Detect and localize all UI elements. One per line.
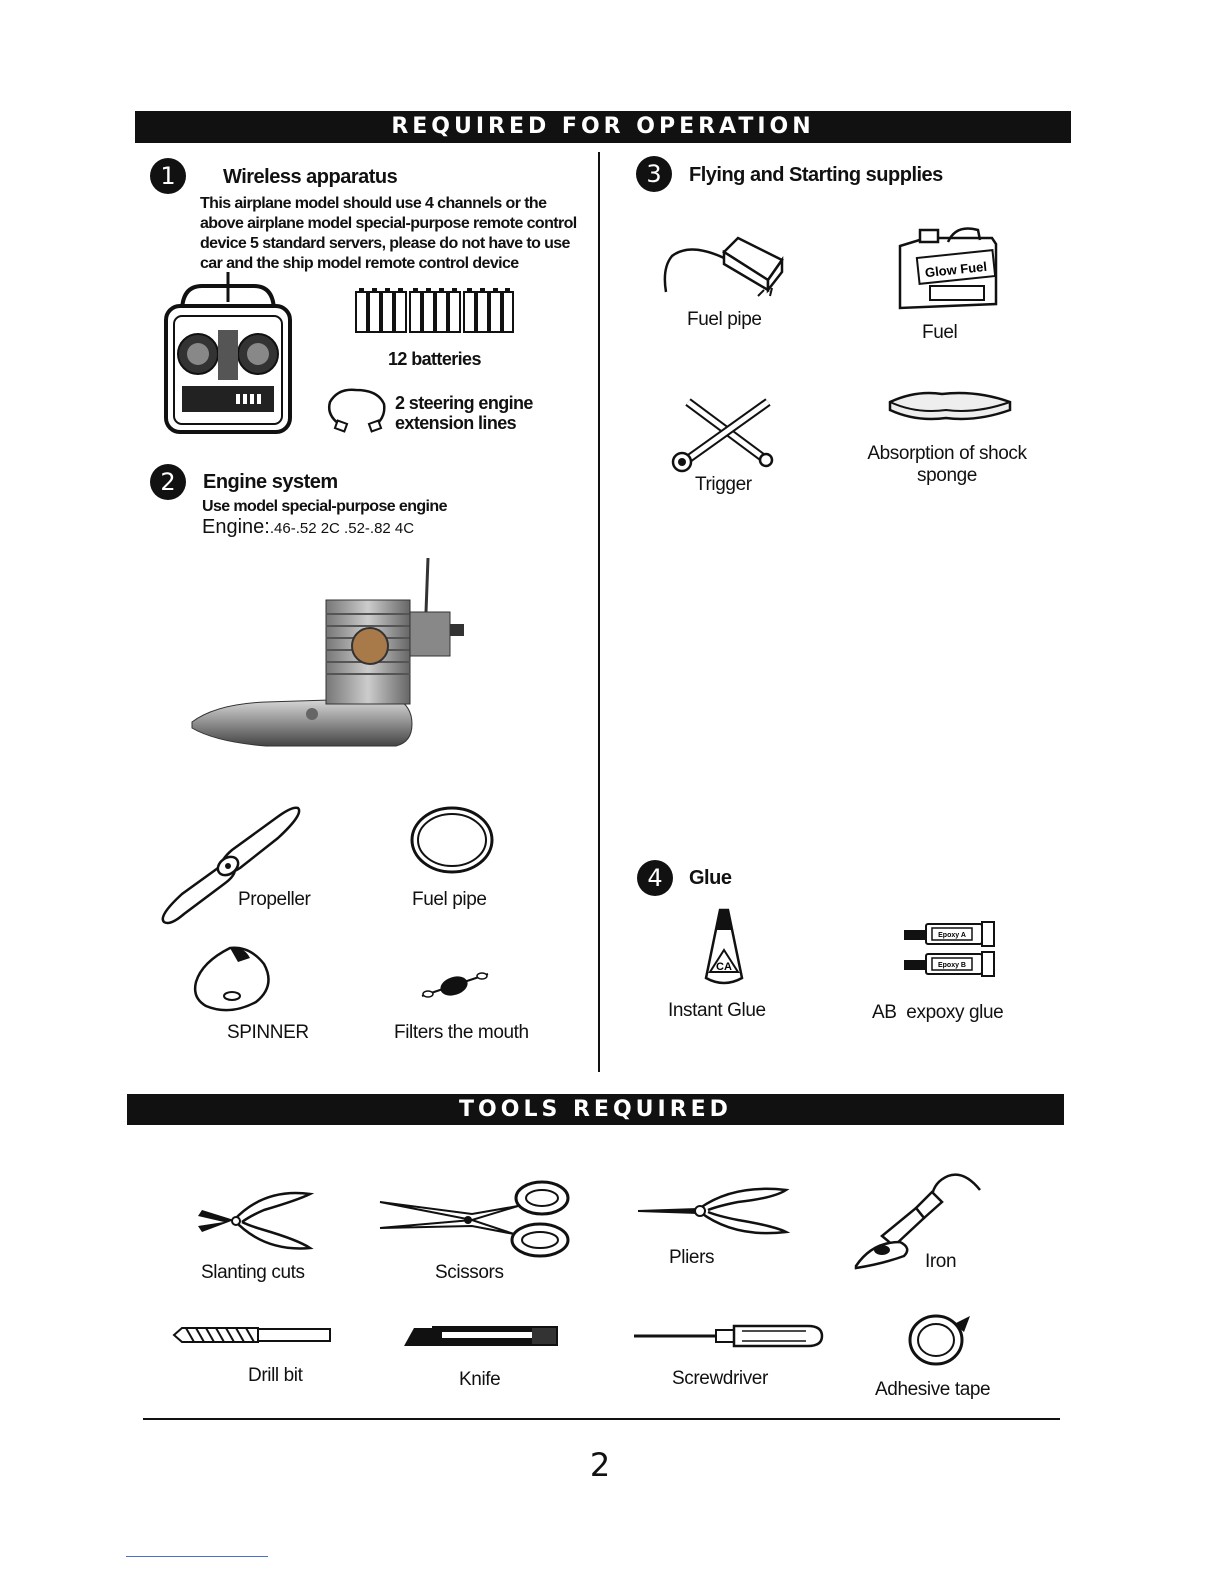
desc-line: device 5 standard servers, please do not have to use: [200, 235, 570, 252]
section-1-description: [200, 194, 580, 274]
banner-title: REQUIRED FOR OPERATION: [391, 114, 815, 139]
extension-line-2: extension lines: [395, 413, 517, 433]
extension-lines-icon: [326, 386, 388, 436]
screwdriver-label: Screwdriver: [672, 1368, 768, 1389]
drill-bit-icon: [172, 1326, 332, 1344]
tools-required-banner: [127, 1094, 1064, 1125]
desc-line: car and the ship model remote control device: [200, 255, 519, 272]
scissors-icon: [376, 1178, 572, 1260]
fuel-label: Fuel: [922, 322, 958, 343]
sponge-icon: [886, 388, 1014, 424]
epoxy-tubes-icon: [902, 920, 996, 978]
iron-label: Iron: [925, 1251, 957, 1272]
desc-line: This airplane model should use 4 channels or the: [200, 195, 547, 212]
glow-fuel-can-icon: [896, 224, 1000, 312]
instant-glue-badge: CA: [716, 961, 732, 973]
footer-rule: [143, 1418, 1060, 1420]
engine-prefix: Engine:: [202, 516, 270, 538]
fuel-pipe-bulb-icon: [660, 234, 784, 298]
spinner-label: SPINNER: [227, 1022, 309, 1043]
knife-label: Knife: [459, 1369, 501, 1390]
section-2-title: Engine system: [203, 471, 338, 493]
sponge-label: [856, 443, 1038, 487]
screwdriver-icon: [632, 1322, 824, 1350]
glow-fuel-can-text: Glow Fuel: [924, 258, 988, 281]
slanting-cuts-icon: [194, 1184, 314, 1256]
fuel-pipe-label: Fuel pipe: [412, 889, 487, 910]
knife-icon: [402, 1324, 560, 1348]
ab-epoxy-label: AB expoxy glue: [872, 1002, 1004, 1023]
pliers-icon: [634, 1182, 790, 1242]
pliers-label: Pliers: [669, 1247, 715, 1268]
engine-description: Use model special-purpose engine: [202, 498, 447, 515]
extension-line-1: 2 steering engine: [395, 393, 533, 413]
engine-spec-value: .46-.52 2C .52-.82 4C: [269, 520, 415, 537]
instant-glue-label: Instant Glue: [668, 1000, 766, 1021]
epoxy-a-text: Epoxy A: [938, 932, 966, 939]
filter-label: Filters the mouth: [394, 1022, 529, 1043]
spinner-icon: [190, 944, 276, 1012]
page-number: 2: [589, 1446, 611, 1484]
adhesive-tape-icon: [902, 1310, 972, 1368]
adhesive-tape-label: Adhesive tape: [875, 1379, 991, 1400]
fuel-pipe-coil-icon: [406, 804, 498, 878]
section-3-number: 3: [636, 156, 672, 192]
batteries-label: 12 batteries: [388, 349, 481, 369]
section-2-number: 2: [150, 464, 186, 500]
scissors-label: Scissors: [435, 1262, 504, 1283]
instant-glue-bottle-icon: [702, 906, 746, 986]
engine-image: [186, 556, 468, 752]
section-1-number: 1: [150, 158, 186, 194]
trigger-wrench-icon: [670, 396, 776, 472]
s3-fuel-pipe-label: Fuel pipe: [687, 309, 762, 330]
banner-title: TOOLS REQUIRED: [459, 1097, 732, 1122]
sponge-line-1: Absorption of shock: [867, 443, 1027, 464]
sponge-line-2: sponge: [917, 465, 977, 486]
engine-spec: [202, 516, 414, 539]
section-1-title: Wireless apparatus: [223, 166, 398, 188]
section-3-title: Flying and Starting supplies: [689, 164, 943, 186]
corner-line: [126, 1556, 268, 1557]
drill-bit-label: Drill bit: [248, 1365, 303, 1386]
section-4-title: Glue: [689, 867, 732, 889]
trigger-label: Trigger: [695, 474, 752, 495]
section-4-number: 4: [637, 860, 673, 896]
epoxy-b-text: Epoxy B: [937, 962, 967, 969]
column-divider: [598, 152, 600, 1072]
desc-line: above airplane model special-purpose remote control: [200, 215, 577, 232]
required-for-operation-banner: [135, 111, 1071, 143]
extension-lines-label: [395, 393, 533, 433]
propeller-label: Propeller: [238, 889, 311, 910]
iron-icon: [852, 1172, 982, 1272]
remote-transmitter-icon: [162, 272, 294, 437]
batteries-icon: [354, 286, 514, 336]
fuel-filter-icon: [420, 968, 490, 1004]
slanting-cuts-label: Slanting cuts: [201, 1262, 305, 1283]
